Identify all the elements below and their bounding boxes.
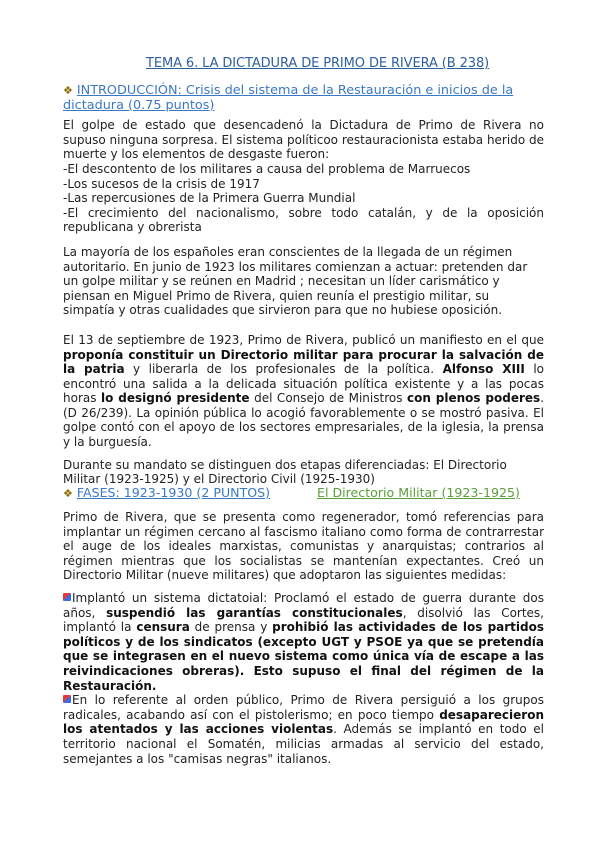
diamond-bullet-icon: ❖ <box>63 84 73 97</box>
intro-section <box>63 84 544 487</box>
fases-paragraph-1: Primo de Rivera, que se presenta como regenerador, tomó referencias para implantar un régimen cercano al fascismo italiano como forma de contrarrestar el auge de los ideales marxistas, comunistas y anarquistas; contrarios al régimen mientras que los socialistas se mantenían expectantes. Creó un Directorio Militar (nueve militares) que adoptaron las siguientes medidas: <box>63 510 544 583</box>
measure-2: En lo referente al orden público, Primo de Rivera persiguió a los grupos radicales, acabando así con el pistolerismo; en poco tiempo desaparecieron los atentados y las acciones violentas. Además se implantó en todo el territorio nacional el Somatén, milicias armadas al servicio del estado, semejantes a los "camisas negras" italianos. <box>63 693 544 766</box>
intro-paragraph-4: Durante su mandato se distinguen dos etapas diferenciadas: El Directorio Militar (1923-1925) y el Directorio Civil (1925-1930) <box>63 457 507 487</box>
directorio-militar-heading: El Directorio Militar (1923-1925) <box>317 485 520 500</box>
list-item: -El crecimiento del nacionalismo, sobre todo catalán, y de la oposición republicana y obrerista <box>63 205 544 235</box>
fases-section <box>63 510 544 766</box>
intro-paragraph-2: La mayoría de los españoles eran conscientes de la llegada de un régimen autoritario. En junio de 1923 los militares comienzan a actuar: pretenden dar un golpe militar y se reúnen en Madrid ; necesitan un líder carismático y piensan en Miguel Primo de Rivera, quien reunía el prestigio militar, su simpatía y otras cualidades que sirvieron para que no hubiese oposición. <box>63 244 528 318</box>
fases-heading: FASES: 1923-1930 (2 PUNTOS) <box>76 485 271 500</box>
diamond-bullet-icon: ❖ <box>63 487 73 500</box>
intro-heading <box>63 84 544 113</box>
intro-paragraph-1: El golpe de estado que desencadenó la Dictadura de Primo de Rivera no supuso ninguna sorpresa. El sistema políticoo restauracionista estaba herido de muerte y los elementos de desgaste fueron: <box>63 118 544 162</box>
list-item: -Los sucesos de la crisis de 1917 <box>63 176 260 191</box>
page-title: TEMA 6. LA DICTADURA DE PRIMO DE RIVERA (B 238) <box>146 56 490 71</box>
fases-heading-row <box>63 485 544 500</box>
intro-paragraph-3: El 13 de septiembre de 1923, Primo de Rivera, publicó un manifiesto en el que proponía constituir un Directorio militar para procurar la salvación de la patria y liberarla de los profesionales de la política. Alfonso XIII lo encontró una salida a la delicada situación política existente y a las pocas horas lo designó presidente del Consejo de Ministros con plenos poderes. (D 26/239). La opinión pública lo acogió favorablemente o se mostró pasiva. El golpe contó con el apoyo de los sectores empresariales, de la iglesia, la prensa y la burguesía. <box>63 332 545 450</box>
bullet-icon <box>63 695 71 703</box>
list-item: -Las repercusiones de la Primera Guerra Mundial <box>63 191 356 206</box>
list-item: -El descontento de los militares a causa del problema de Marruecos <box>63 161 471 176</box>
bullet-icon <box>63 593 71 601</box>
intro-heading-text: INTRODUCCIÓN: Crisis del sistema de la Restauración e inicios de la dictadura (0.75 puntos) <box>63 83 514 113</box>
measure-1: Implantó un sistema dictatoial: Proclamó el estado de guerra durante dos años, suspendió las garantías constitucionales, disolvió las Cortes, implantó la censura de prensa y prohibió las actividades de los partidos políticos y de los sindicatos (excepto UGT y PSOE ya que se pretendía que se integrasen en el nuevo sistema como única vía de escape a las reivindicaciones obreras). Esto supuso el final del régimen de la Restauración. <box>63 590 545 693</box>
